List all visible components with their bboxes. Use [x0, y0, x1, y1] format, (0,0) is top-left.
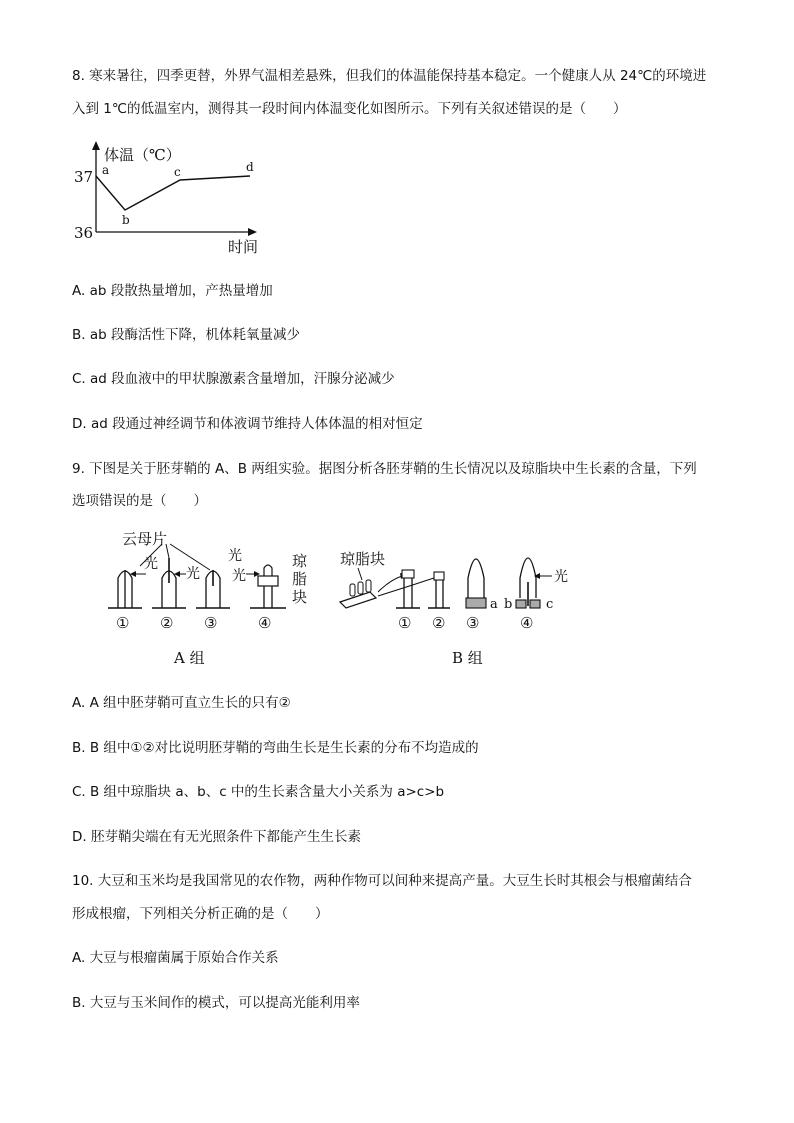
- block-a-label: a: [490, 597, 498, 612]
- q9-option-a: A. A 组中胚芽鞘可直立生长的只有②: [72, 695, 291, 711]
- x-axis-arrow: [248, 228, 257, 236]
- q8-option-d: D. ad 段通过神经调节和体液调节维持人体体温的相对恒定: [72, 416, 423, 432]
- group-a-label: A 组: [174, 649, 205, 667]
- group-b-tip-4: [516, 558, 540, 608]
- b-number-4: ④: [520, 614, 534, 632]
- a-number-2: ②: [160, 614, 174, 632]
- b-number-2: ②: [432, 614, 446, 632]
- block-b-label: b: [504, 597, 513, 612]
- q9-stem-line2: 选项错误的是（ ）: [72, 493, 207, 509]
- q8-stem-line1: 8. 寒来暑往，四季更替，外界气温相差悬殊，但我们的体温能保持基本稳定。一个健康人从 24℃的环境进: [72, 68, 707, 84]
- temperature-curve: [96, 176, 250, 210]
- q8-stem-line2: 入到 1℃的低温室内，测得其一段时间内体温变化如图所示。下列有关叙述错误的是（ ）: [72, 101, 627, 117]
- agar-tray: [340, 580, 376, 608]
- tick-36: 36: [74, 224, 94, 242]
- agar-vertical-3: 块: [292, 588, 308, 606]
- q9-option-c: C. B 组中琼脂块 a、b、c 中的生长素含量大小关系为 a>c>b: [72, 784, 445, 800]
- group-b-tip-3: [466, 559, 486, 608]
- light-label-4: 光: [232, 568, 246, 584]
- agar-vertical-1: 琼: [292, 552, 308, 570]
- a-number-3: ③: [204, 614, 218, 632]
- q10-option-a: A. 大豆与根瘤菌属于原始合作关系: [72, 950, 279, 966]
- q9-option-d: D. 胚芽鞘尖端在有无光照条件下都能产生生长素: [72, 829, 361, 845]
- block-c-label: c: [546, 597, 554, 612]
- q10-stem-line1: 10. 大豆和玉米均是我国常见的农作物，两种作物可以间种来提高产量。大豆生长时其根会与根瘤菌结合: [72, 873, 692, 889]
- q9-coleoptile-figure: [100, 528, 580, 678]
- agar-block-label: 琼脂块: [340, 550, 386, 568]
- group-a-coleoptile-3: [196, 570, 230, 608]
- y-axis-arrow: [92, 141, 100, 150]
- x-axis-label: 时间: [228, 238, 259, 256]
- group-a-coleoptile-1: [108, 570, 142, 608]
- group-b-label: B 组: [452, 649, 483, 667]
- group-b-coleoptile-2: [428, 572, 450, 608]
- light-label-1: 光: [144, 556, 158, 572]
- point-a-label: a: [102, 163, 110, 177]
- light-label-3: 光: [228, 548, 242, 564]
- q9-stem-line1: 9. 下图是关于胚芽鞘的 A、B 两组实验。据图分析各胚芽鞘的生长情况以及琼脂块中生长素的含量，下列: [72, 461, 697, 477]
- b-number-1: ①: [398, 614, 412, 632]
- y-axis-label: 体温（℃）: [104, 146, 181, 164]
- q8-temperature-graph: [70, 138, 280, 258]
- light-label-2: 光: [186, 566, 200, 582]
- tick-37: 37: [74, 168, 94, 186]
- agar-vertical-2: 脂: [292, 570, 308, 588]
- mica-label: 云母片: [122, 530, 168, 548]
- point-d-label: d: [246, 160, 254, 174]
- q8-option-b: B. ab 段酶活性下降，机体耗氧量减少: [72, 327, 300, 343]
- q10-option-b: B. 大豆与玉米间作的模式，可以提高光能利用率: [72, 995, 360, 1011]
- group-a-coleoptile-4: [250, 565, 286, 608]
- q8-option-a: A. ab 段散热量增加，产热量增加: [72, 283, 273, 299]
- q9-option-b: B. B 组中①②对比说明胚芽鞘的弯曲生长是生长素的分布不均造成的: [72, 740, 479, 756]
- point-c-label: c: [174, 165, 181, 179]
- light-label-b: 光: [554, 569, 568, 585]
- a-number-4: ④: [258, 614, 272, 632]
- b-number-3: ③: [466, 614, 480, 632]
- q8-option-c: C. ad 段血液中的甲状腺激素含量增加，汗腺分泌减少: [72, 371, 395, 387]
- point-b-label: b: [122, 213, 130, 227]
- a-number-1: ①: [116, 614, 130, 632]
- q10-stem-line2: 形成根瘤，下列相关分析正确的是（ ）: [72, 906, 329, 922]
